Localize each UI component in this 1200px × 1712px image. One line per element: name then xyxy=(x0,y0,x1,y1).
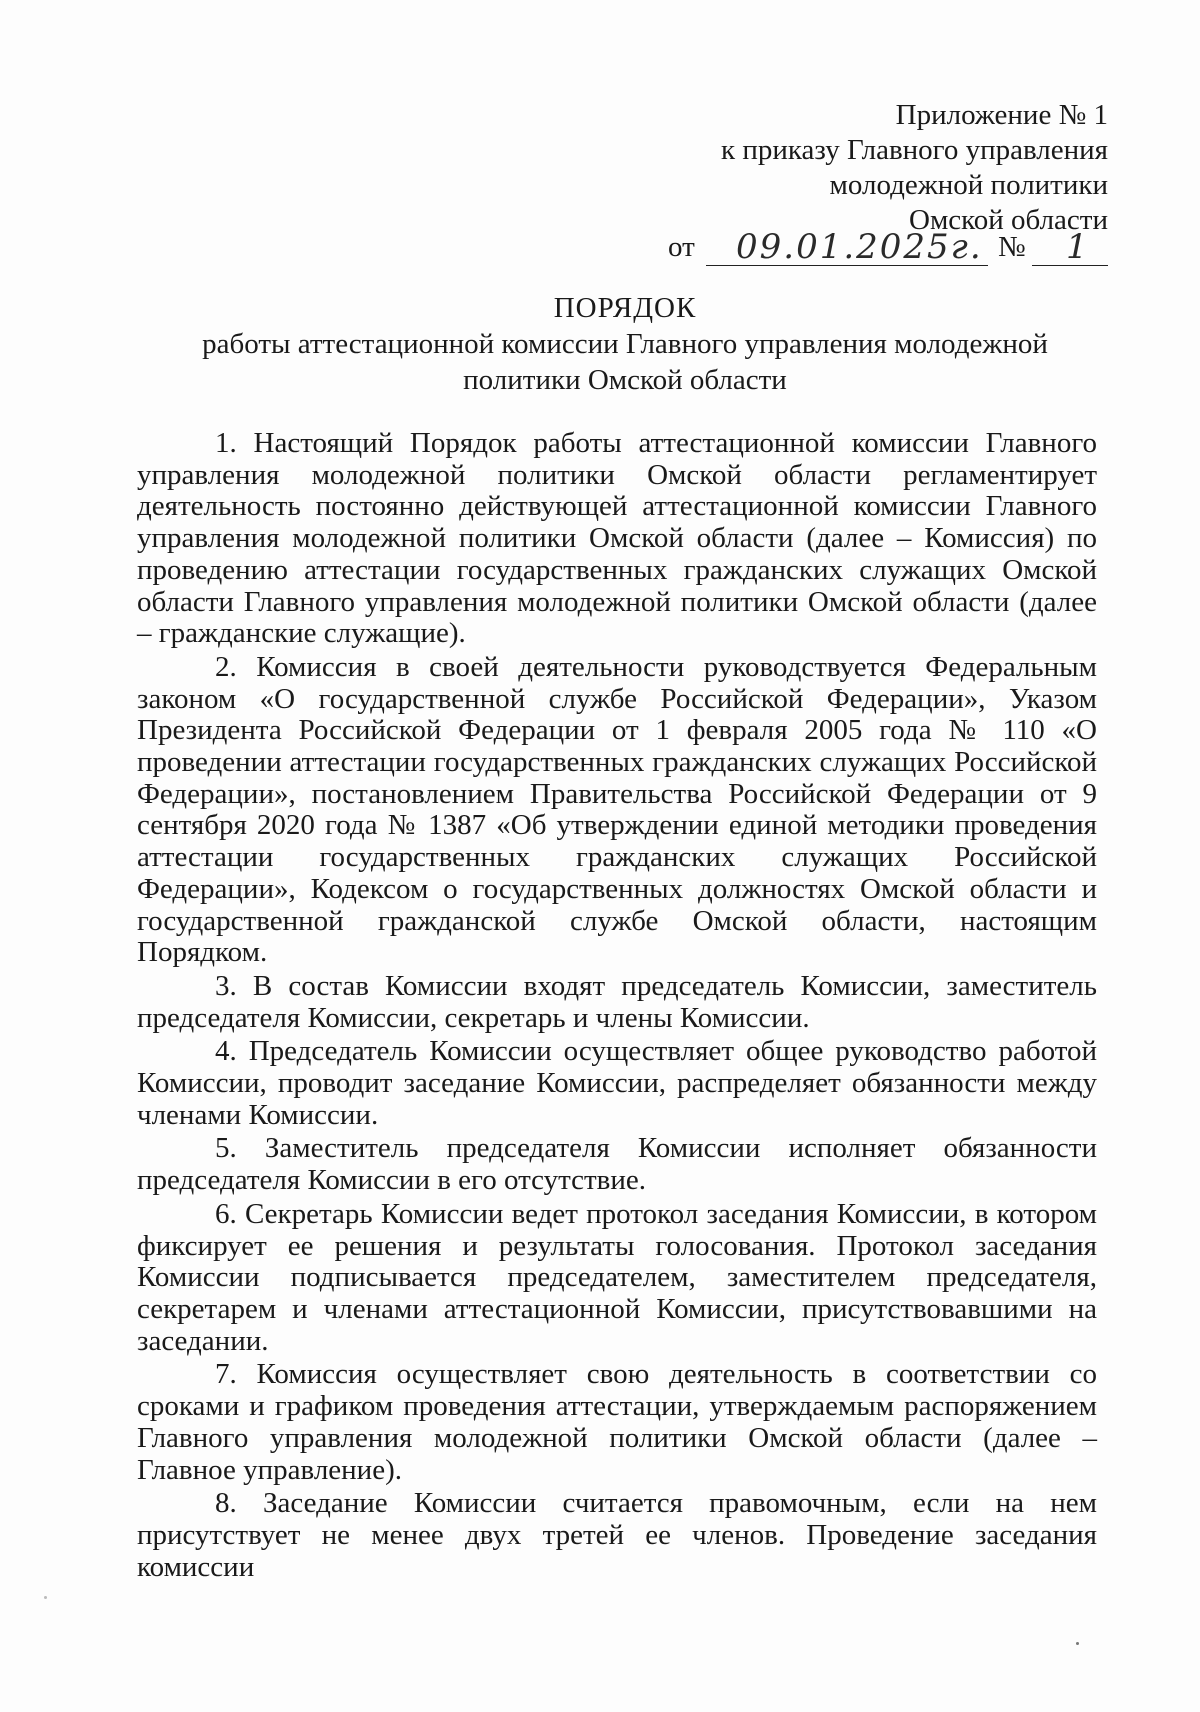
paragraph-4: 4. Председатель Комиссии осуществляет общее руководство работой Комиссии, проводит заседание Комиссии, распределяет обязанности между членами Комиссии. xyxy=(137,1035,1097,1131)
document-heading: ПОРЯДОК xyxy=(553,292,697,324)
document-title-block xyxy=(150,290,1100,398)
scan-speck xyxy=(44,1596,47,1599)
paragraph-3: 3. В состав Комиссии входят председатель Комиссии, заместитель председателя Комиссии, секретарь и члены Комиссии. xyxy=(137,969,1097,1034)
appendix-region: Омской области xyxy=(909,204,1108,236)
order-number-field xyxy=(1032,225,1108,266)
order-number-label: № xyxy=(998,231,1026,263)
paragraph-6: 6. Секретарь Комиссии ведет протокол заседания Комиссии, в котором фиксирует ее решения и результаты голосования. Протокол заседания Комиссии подписывается председателем, заместителем председателя, секретарем и членами аттестационной Комиссии, присутствовавшими на заседании. xyxy=(137,1197,1097,1357)
paragraph-7: 7. Комиссия осуществляет свою деятельность в соответствии со сроками и графиком проведения аттестации, утверждаемым распоряжением Главного управления молодежной политики Омской области (далее – Главное управление). xyxy=(137,1358,1097,1486)
paragraph-2: 2. Комиссия в своей деятельности руководствуется Федеральным законом «О государственной службе Российской Федерации», Указом Президента Российской Федерации от 1 февраля 2005 года № 110 «О проведении аттестации государственных гражданских служащих Российской Федерации», постановлением Правительства Российской Федерации от 9 сентября 2020 года № 1387 «Об утверждении единой методики проведения аттестации государственных гражданских служащих Российской Федерации», Кодексом о государственных должностях Омской области и государственной гражданской службе Омской области, настоящим Порядком. xyxy=(137,650,1097,969)
document-subtitle-line2: политики Омской области xyxy=(463,364,787,396)
document-body xyxy=(137,428,1097,1585)
paragraph-1: 1. Настоящий Порядок работы аттестационной комиссии Главного управления молодежной политики Омской области регламентирует деятельность постоянно действующей аттестационной комиссии Главного управления молодежной политики Омской области (далее – Комиссия) по проведению аттестации государственных гражданских служащих Омской области Главного управления молодежной политики Омской области (далее – гражданские служащие). xyxy=(137,427,1097,650)
appendix-department: молодежной политики xyxy=(829,169,1108,201)
order-date-field xyxy=(706,225,988,266)
paragraph-8: 8. Заседание Комиссии считается правомочным, если на нем присутствует не менее двух третей ее членов. Проведение заседания комиссии xyxy=(137,1487,1097,1583)
appendix-order-ref: к приказу Главного управления xyxy=(721,134,1108,166)
order-date-handwritten: 09.01.2025г. xyxy=(736,227,983,267)
appendix-header xyxy=(721,98,1108,238)
order-date-number-line xyxy=(668,227,1108,270)
appendix-number: Приложение № 1 xyxy=(895,99,1108,131)
scan-speck xyxy=(1076,1642,1079,1645)
order-from-label: от xyxy=(668,231,695,263)
document-subtitle-line1: работы аттестационной комиссии Главного управления молодежной xyxy=(202,328,1048,360)
order-number-handwritten: 1 xyxy=(1066,227,1090,267)
paragraph-5: 5. Заместитель председателя Комиссии исполняет обязанности председателя Комиссии в его отсутствие. xyxy=(137,1132,1097,1197)
